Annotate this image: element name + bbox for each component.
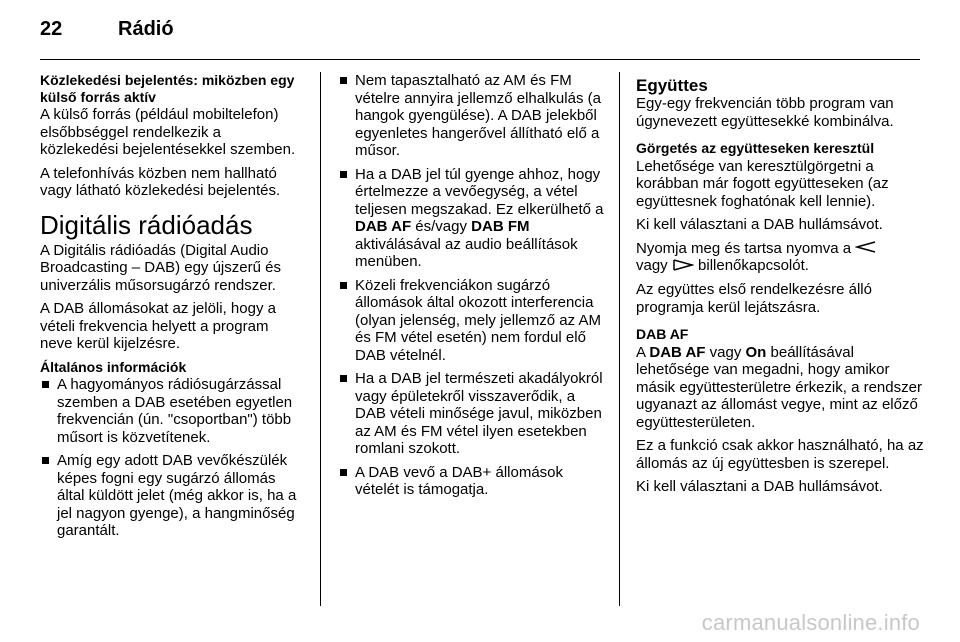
paragraph: Ki kell választani a DAB hullámsávot. (636, 478, 883, 496)
paragraph: Az együttes első rendelkezésre álló programja kerül lejátszásra. (636, 281, 872, 316)
page-number: 22 (40, 18, 63, 40)
setting-dab-fm: DAB FM (471, 218, 530, 235)
paragraph (636, 240, 926, 276)
paragraph (636, 344, 926, 432)
heading-traffic-announcement: Közlekedési bejelentés: miközben egy külső forrás aktív (40, 72, 295, 105)
heading-dab-af: DAB AF (636, 326, 689, 343)
list-item: Nem tapasztalható az AM és FM vételre annyira jellemző elhalkulás (a hangok gyengülése). A DAB jelekből egyenletes hangerővel állítható elő a műsor. (338, 72, 606, 160)
bullet-list (40, 376, 302, 540)
setting-on: On (745, 343, 767, 361)
setting-dab-af: DAB AF (649, 343, 706, 361)
seek-left-icon (855, 240, 877, 258)
heading-general-info: Általános információk (40, 358, 187, 375)
text: vagy (709, 343, 742, 361)
column-divider-2 (619, 72, 620, 606)
section-title: Rádió (118, 18, 174, 40)
text: és/vagy (415, 218, 467, 235)
paragraph: A telefonhívás közben nem hallható vagy látható közlekedési bejelentés. (40, 164, 281, 199)
watermark: carmanualsonline.info (701, 610, 920, 635)
list-item: Amíg egy adott DAB vevőkészülék képes fogni egy sugárzó állomás által küldött jelet (még akkor is, ha a jel nagyon gyenge), a hangminőség garantált. (40, 452, 302, 540)
heading-scroll-ensembles: Görgetés az együtteseken keresztül (636, 140, 875, 156)
bullet-list (338, 72, 606, 499)
page-header (40, 18, 174, 48)
text: Nyomja meg és tartsa nyomva a (636, 239, 852, 257)
paragraph: A DAB állomásokat az jelöli, hogy a vételi frekvencia helyett a program neve kerül kijelzésre. (40, 300, 276, 352)
column-3 (636, 72, 926, 502)
text: Ha a DAB jel túl gyenge ahhoz, hogy értelmezze a vevőegység, a vétel teljesen megszakad. Ez elkerülhető a (355, 165, 604, 218)
heading-digital-radio: Digitális rádióadás (40, 209, 253, 240)
paragraph: Ez a funkció csak akkor használható, ha az állomás az új együttesben is szerepel. (636, 437, 924, 472)
column-2 (338, 72, 606, 505)
paragraph: A külső forrás (például mobiltelefon) elsőbbséggel rendelkezik a közlekedési bejelentésekkel szemben. (40, 106, 296, 158)
text: vagy (636, 257, 668, 275)
column-divider-1 (320, 72, 321, 606)
paragraph: Egy-egy frekvencián több program van úgynevezett együttesekké kombinálva. (636, 95, 894, 130)
text: aktiválásával az audio beállítások menüben. (355, 235, 578, 270)
header-divider (40, 59, 920, 60)
list-item: A hagyományos rádiósugárzással szemben a DAB esetében egyetlen frekvencián (ún. "csoportban") több műsort is közvetítenek. (40, 376, 302, 446)
heading-ensemble: Együttes (636, 76, 708, 95)
list-item (338, 166, 606, 271)
list-item: Ha a DAB jel természeti akadályokról vagy épületekről visszaverődik, a DAB vételi minősége javul, miközben az AM és FM vétel ilyen esetekben romlani szokott. (338, 370, 606, 458)
text: A (636, 343, 646, 361)
column-1 (40, 72, 302, 546)
paragraph: Lehetősége van keresztülgörgetni a korábban már fogott együtteseken (az együttesnek foghatónak kell lennie). (636, 157, 889, 210)
list-item: Közeli frekvenciákon sugárzó állomások által okozott interferencia (olyan jelenség, mely jellemző az AM és FM vétel esetén) nem fordul elő DAB vételnél. (338, 277, 606, 365)
seek-right-icon (672, 258, 694, 276)
text: billenőkapcsolót. (698, 257, 809, 275)
text: beállításával lehetősége van megadni, hogy amikor másik együttesterületre érkezik, a rendszer ugyanazt az állomást vegye, mint az előző együttesterületen. (636, 343, 922, 431)
paragraph: Ki kell választani a DAB hullámsávot. (636, 216, 883, 233)
setting-dab-af: DAB AF (355, 218, 412, 235)
paragraph: A Digitális rádióadás (Digital Audio Broadcasting – DAB) egy újszerű és univerzális műsorsugárzó rendszer. (40, 241, 281, 294)
list-item: A DAB vevő a DAB+ állomások vételét is támogatja. (338, 464, 606, 499)
